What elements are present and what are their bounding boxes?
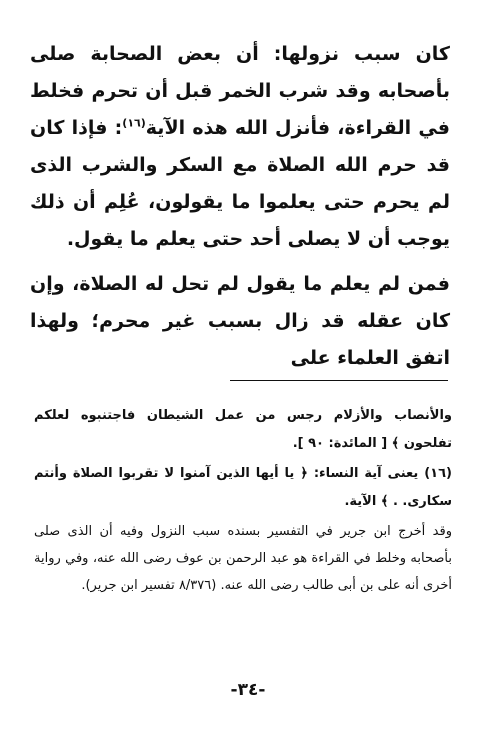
- body-paragraph-1-end: : فإذا كان قد حرم الله الصلاة مع السكر والشرب الذى لم يحرم حتى يعلموا ما يقولون، عُلِم أن ذلك يوجب أن لا يصلى أحد حتى يعلم ما يقول.: [30, 117, 450, 250]
- footnote-ref-16: (١٦): [122, 116, 146, 130]
- footnote-16-detail: وقد أخرج ابن جرير في التفسير بسنده سبب النزول وفيه أن الذى صلى بأصحابه وخلط في القراءة هو عبد الرحمن بن عوف رضى الله عنه، وفي رواية أخرى أنه على بن أبى طالب رضى الله عنه. (٨/٣٧٦ تفسير ابن جرير).: [34, 524, 452, 593]
- body-paragraph-2: فمن لم يعلم ما يقول لم تحل له الصلاة، وإن كان عقله قد زال بسبب غير محرم؛ ولهذا اتفق العلماء على: [30, 273, 450, 369]
- main-text: [30, 36, 450, 377]
- body-paragraph-1-start: كان سبب نزولها: أن بعض الصحابة صلى بأصحابه وقد شرب الخمر قبل أن تحرم فخلط في القراءة، فأنزل الله هذه الآية: [30, 43, 450, 139]
- footnote-16: (١٦) يعنى آية النساء: ﴿ يا أيها الذين آمنوا لا تقربوا الصلاة وأنتم سكارى. . ﴾ الآية.: [34, 466, 452, 509]
- body-paragraph-1: [30, 36, 450, 258]
- footnote-continuation: والأنصاب والأزلام رجس من عمل الشيطان فاجتنبوه لعلكم تفلحون ﴾ [ المائدة: ٩٠ ].: [34, 408, 452, 451]
- footnotes-section: [34, 402, 452, 599]
- footnote-separator: [230, 380, 448, 381]
- page-number: -٣٤-: [230, 680, 266, 700]
